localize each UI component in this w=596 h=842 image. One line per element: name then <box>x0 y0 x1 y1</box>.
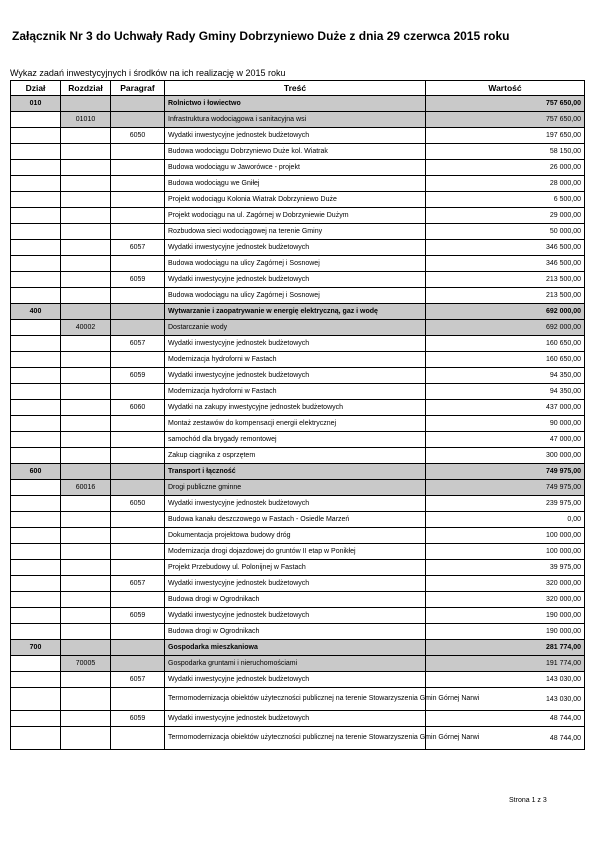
cell-dzial <box>11 432 61 448</box>
cell-paragraf <box>111 512 165 528</box>
cell-dzial <box>11 128 61 144</box>
cell-dzial <box>11 560 61 576</box>
cell-paragraf <box>111 288 165 304</box>
cell-dzial <box>11 288 61 304</box>
cell-rozdzial <box>61 128 111 144</box>
cell-paragraf: 6059 <box>111 272 165 288</box>
cell-rozdzial: 01010 <box>61 112 111 128</box>
cell-paragraf <box>111 592 165 608</box>
table-row-rozdzial <box>11 112 585 128</box>
cell-tresc: Wydatki inwestycyjne jednostek budżetowych <box>165 608 426 624</box>
cell-tresc: Dokumentacja projektowa budowy dróg <box>165 528 426 544</box>
cell-wartosc: 100 000,00 <box>426 528 585 544</box>
cell-paragraf <box>111 256 165 272</box>
cell-paragraf: 6057 <box>111 576 165 592</box>
cell-rozdzial <box>61 352 111 368</box>
cell-rozdzial: 40002 <box>61 320 111 336</box>
cell-tresc: Zakup ciągnika z osprzętem <box>165 448 426 464</box>
cell-wartosc: 190 000,00 <box>426 624 585 640</box>
cell-rozdzial <box>61 240 111 256</box>
cell-wartosc: 90 000,00 <box>426 416 585 432</box>
cell-rozdzial <box>61 160 111 176</box>
cell-tresc: Budowa kanału deszczowego w Fastach - Osiedle Marzeń <box>165 512 426 528</box>
cell-dzial <box>11 727 61 750</box>
cell-paragraf <box>111 304 165 320</box>
cell-wartosc: 160 650,00 <box>426 352 585 368</box>
cell-paragraf <box>111 656 165 672</box>
table-row-rozdzial <box>11 320 585 336</box>
table-row-rozdzial <box>11 656 585 672</box>
cell-dzial <box>11 544 61 560</box>
cell-tresc: Modernizacja drogi dojazdowej do gruntów II etap w Ponikłej <box>165 544 426 560</box>
cell-tresc: Projekt Przebudowy ul. Polonijnej w Fastach <box>165 560 426 576</box>
cell-wartosc: 39 975,00 <box>426 560 585 576</box>
cell-dzial <box>11 528 61 544</box>
cell-rozdzial <box>61 544 111 560</box>
cell-tresc: Wydatki inwestycyjne jednostek budżetowych <box>165 672 426 688</box>
cell-dzial <box>11 400 61 416</box>
table-row-zadanie <box>11 192 585 208</box>
cell-wartosc: 692 000,00 <box>426 304 585 320</box>
cell-tresc: Wydatki na zakupy inwestycyjne jednostek budżetowych <box>165 400 426 416</box>
cell-tresc: Wydatki inwestycyjne jednostek budżetowych <box>165 576 426 592</box>
cell-rozdzial <box>61 336 111 352</box>
cell-tresc: Wydatki inwestycyjne jednostek budżetowych <box>165 272 426 288</box>
table-row-zadanie <box>11 256 585 272</box>
cell-rozdzial <box>61 560 111 576</box>
cell-wartosc: 197 650,00 <box>426 128 585 144</box>
cell-tresc: Dostarczanie wody <box>165 320 426 336</box>
cell-wartosc: 692 000,00 <box>426 320 585 336</box>
cell-rozdzial <box>61 448 111 464</box>
table-row-paragraf <box>11 272 585 288</box>
cell-paragraf: 6059 <box>111 608 165 624</box>
cell-tresc: Gospodarka mieszkaniowa <box>165 640 426 656</box>
cell-wartosc: 300 000,00 <box>426 448 585 464</box>
cell-tresc: Wydatki inwestycyjne jednostek budżetowych <box>165 336 426 352</box>
cell-paragraf <box>111 320 165 336</box>
cell-dzial <box>11 176 61 192</box>
cell-paragraf <box>111 144 165 160</box>
cell-rozdzial <box>61 608 111 624</box>
cell-wartosc: 48 744,00 <box>426 727 585 750</box>
cell-wartosc: 757 650,00 <box>426 96 585 112</box>
cell-dzial <box>11 208 61 224</box>
cell-dzial <box>11 256 61 272</box>
cell-rozdzial <box>61 144 111 160</box>
cell-paragraf <box>111 160 165 176</box>
table-row-paragraf <box>11 336 585 352</box>
header-dzial: Dział <box>11 81 61 96</box>
table-row-paragraf <box>11 400 585 416</box>
cell-dzial <box>11 336 61 352</box>
cell-dzial: 400 <box>11 304 61 320</box>
cell-paragraf <box>111 112 165 128</box>
cell-paragraf: 6057 <box>111 240 165 256</box>
cell-tresc: Wytwarzanie i zaopatrywanie w energię elektryczną, gaz i wodę <box>165 304 426 320</box>
cell-tresc: Gospodarka gruntami i nieruchomościami <box>165 656 426 672</box>
cell-dzial <box>11 448 61 464</box>
cell-paragraf <box>111 208 165 224</box>
table-row-rozdzial <box>11 480 585 496</box>
cell-rozdzial: 60016 <box>61 480 111 496</box>
cell-rozdzial <box>61 272 111 288</box>
table-row-zadanie2 <box>11 727 585 750</box>
cell-wartosc: 0,00 <box>426 512 585 528</box>
cell-paragraf: 6050 <box>111 496 165 512</box>
cell-rozdzial <box>61 384 111 400</box>
cell-tresc: Transport i łączność <box>165 464 426 480</box>
cell-tresc: Wydatki inwestycyjne jednostek budżetowych <box>165 711 426 727</box>
cell-dzial <box>11 160 61 176</box>
table-row-zadanie <box>11 544 585 560</box>
cell-paragraf: 6057 <box>111 672 165 688</box>
cell-paragraf <box>111 176 165 192</box>
cell-wartosc: 320 000,00 <box>426 592 585 608</box>
cell-wartosc: 6 500,00 <box>426 192 585 208</box>
cell-dzial <box>11 112 61 128</box>
cell-paragraf <box>111 727 165 750</box>
table-row-dzial <box>11 304 585 320</box>
cell-rozdzial <box>61 688 111 711</box>
cell-paragraf <box>111 432 165 448</box>
cell-wartosc: 48 744,00 <box>426 711 585 727</box>
cell-wartosc: 320 000,00 <box>426 576 585 592</box>
cell-rozdzial <box>61 672 111 688</box>
cell-rozdzial <box>61 96 111 112</box>
table-row-zadanie2 <box>11 688 585 711</box>
header-wartosc: Wartość <box>426 81 585 96</box>
table-row-zadanie <box>11 512 585 528</box>
cell-wartosc: 160 650,00 <box>426 336 585 352</box>
table-row-dzial <box>11 96 585 112</box>
cell-wartosc: 190 000,00 <box>426 608 585 624</box>
cell-wartosc: 50 000,00 <box>426 224 585 240</box>
cell-wartosc: 47 000,00 <box>426 432 585 448</box>
table-row-zadanie <box>11 528 585 544</box>
cell-rozdzial <box>61 576 111 592</box>
cell-tresc: Rolnictwo i łowiectwo <box>165 96 426 112</box>
cell-rozdzial <box>61 224 111 240</box>
cell-wartosc: 346 500,00 <box>426 240 585 256</box>
cell-paragraf <box>111 480 165 496</box>
cell-rozdzial <box>61 711 111 727</box>
cell-paragraf: 6059 <box>111 368 165 384</box>
cell-rozdzial <box>61 464 111 480</box>
cell-dzial <box>11 688 61 711</box>
cell-paragraf <box>111 544 165 560</box>
cell-paragraf <box>111 640 165 656</box>
cell-wartosc: 94 350,00 <box>426 384 585 400</box>
table-row-paragraf <box>11 711 585 727</box>
cell-paragraf <box>111 352 165 368</box>
cell-paragraf <box>111 384 165 400</box>
cell-wartosc: 213 500,00 <box>426 272 585 288</box>
cell-wartosc: 749 975,00 <box>426 464 585 480</box>
cell-wartosc: 749 975,00 <box>426 480 585 496</box>
table-row-paragraf <box>11 128 585 144</box>
cell-tresc: Budowa drogi w Ogrodnikach <box>165 624 426 640</box>
cell-rozdzial <box>61 496 111 512</box>
table-row-zadanie <box>11 384 585 400</box>
cell-dzial: 700 <box>11 640 61 656</box>
cell-wartosc: 191 774,00 <box>426 656 585 672</box>
cell-tresc: Termomodernizacja obiektów użyteczności publicznej na terenie Stowarzyszenia Gmin Górnej Narwi <box>165 688 426 711</box>
cell-wartosc: 239 975,00 <box>426 496 585 512</box>
cell-tresc: Budowa wodociągu w Jaworówce - projekt <box>165 160 426 176</box>
table-row-dzial <box>11 640 585 656</box>
cell-rozdzial <box>61 176 111 192</box>
table-row-paragraf <box>11 240 585 256</box>
table-row-zadanie <box>11 288 585 304</box>
cell-rozdzial <box>61 592 111 608</box>
cell-rozdzial <box>61 528 111 544</box>
cell-dzial <box>11 576 61 592</box>
cell-tresc: Modernizacja hydroforni w Fastach <box>165 352 426 368</box>
cell-dzial <box>11 192 61 208</box>
cell-dzial <box>11 352 61 368</box>
cell-tresc: Termomodernizacja obiektów użyteczności publicznej na terenie Stowarzyszenia Gmin Górnej Narwi <box>165 727 426 750</box>
cell-tresc: Wydatki inwestycyjne jednostek budżetowych <box>165 128 426 144</box>
cell-tresc: Budowa wodociągu na ulicy Zagórnej i Sosnowej <box>165 256 426 272</box>
cell-rozdzial <box>61 400 111 416</box>
page-number: Strona 1 z 3 <box>509 797 547 804</box>
cell-wartosc: 437 000,00 <box>426 400 585 416</box>
cell-paragraf <box>111 688 165 711</box>
cell-rozdzial <box>61 256 111 272</box>
table-row-zadanie <box>11 416 585 432</box>
cell-wartosc: 94 350,00 <box>426 368 585 384</box>
cell-rozdzial <box>61 208 111 224</box>
cell-rozdzial <box>61 727 111 750</box>
cell-rozdzial <box>61 432 111 448</box>
cell-rozdzial <box>61 304 111 320</box>
cell-wartosc: 281 774,00 <box>426 640 585 656</box>
table-row-zadanie <box>11 176 585 192</box>
header-tresc: Treść <box>165 81 426 96</box>
cell-tresc: Budowa wodociągu we Gniłej <box>165 176 426 192</box>
cell-paragraf <box>111 560 165 576</box>
cell-paragraf <box>111 192 165 208</box>
table-row-paragraf <box>11 576 585 592</box>
table-row-zadanie <box>11 144 585 160</box>
cell-wartosc: 346 500,00 <box>426 256 585 272</box>
table-row-paragraf <box>11 608 585 624</box>
cell-dzial <box>11 416 61 432</box>
cell-dzial <box>11 512 61 528</box>
cell-wartosc: 213 500,00 <box>426 288 585 304</box>
cell-rozdzial <box>61 640 111 656</box>
header-paragraf: Paragraf <box>111 81 165 96</box>
cell-tresc: Budowa drogi w Ogrodnikach <box>165 592 426 608</box>
table-row-paragraf <box>11 496 585 512</box>
cell-paragraf <box>111 464 165 480</box>
cell-dzial <box>11 320 61 336</box>
cell-wartosc: 757 650,00 <box>426 112 585 128</box>
document-title: Załącznik Nr 3 do Uchwały Rady Gminy Dobrzyniewo Duże z dnia 29 czerwca 2015 roku <box>12 29 510 43</box>
cell-wartosc: 100 000,00 <box>426 544 585 560</box>
cell-rozdzial: 70005 <box>61 656 111 672</box>
cell-tresc: Wydatki inwestycyjne jednostek budżetowych <box>165 240 426 256</box>
table-row-zadanie <box>11 160 585 176</box>
cell-dzial <box>11 711 61 727</box>
cell-tresc: samochód dla brygady remontowej <box>165 432 426 448</box>
cell-dzial <box>11 608 61 624</box>
table-header-row <box>11 81 585 96</box>
cell-rozdzial <box>61 512 111 528</box>
cell-dzial <box>11 480 61 496</box>
cell-rozdzial <box>61 288 111 304</box>
cell-paragraf <box>111 416 165 432</box>
cell-tresc: Wydatki inwestycyjne jednostek budżetowych <box>165 368 426 384</box>
table-row-paragraf <box>11 672 585 688</box>
cell-dzial <box>11 272 61 288</box>
cell-dzial <box>11 656 61 672</box>
cell-paragraf: 6060 <box>111 400 165 416</box>
cell-paragraf: 6059 <box>111 711 165 727</box>
table-row-paragraf <box>11 368 585 384</box>
cell-dzial <box>11 384 61 400</box>
cell-dzial <box>11 224 61 240</box>
cell-rozdzial <box>61 624 111 640</box>
cell-dzial <box>11 672 61 688</box>
table-row-zadanie <box>11 208 585 224</box>
table-row-zadanie <box>11 624 585 640</box>
table-row-zadanie <box>11 352 585 368</box>
cell-rozdzial <box>61 192 111 208</box>
cell-wartosc: 143 030,00 <box>426 688 585 711</box>
cell-dzial <box>11 624 61 640</box>
cell-paragraf <box>111 96 165 112</box>
table-row-zadanie <box>11 592 585 608</box>
cell-paragraf <box>111 624 165 640</box>
cell-dzial <box>11 592 61 608</box>
cell-rozdzial <box>61 416 111 432</box>
cell-wartosc: 28 000,00 <box>426 176 585 192</box>
header-rozdzial: Rozdział <box>61 81 111 96</box>
table-caption: Wykaz zadań inwestycyjnych i środków na ich realizację w 2015 roku <box>10 68 286 78</box>
table-row-zadanie <box>11 448 585 464</box>
cell-wartosc: 29 000,00 <box>426 208 585 224</box>
investment-table <box>10 80 585 750</box>
cell-tresc: Projekt wodociągu na ul. Zagórnej w Dobrzyniewie Dużym <box>165 208 426 224</box>
cell-tresc: Modernizacja hydroforni w Fastach <box>165 384 426 400</box>
cell-wartosc: 58 150,00 <box>426 144 585 160</box>
cell-wartosc: 26 000,00 <box>426 160 585 176</box>
cell-dzial <box>11 144 61 160</box>
cell-tresc: Budowa wodociągu na ulicy Zagórnej i Sosnowej <box>165 288 426 304</box>
cell-tresc: Montaż zestawów do kompensacji energii elektrycznej <box>165 416 426 432</box>
cell-paragraf: 6057 <box>111 336 165 352</box>
cell-tresc: Rozbudowa sieci wodociągowej na terenie Gminy <box>165 224 426 240</box>
table-row-dzial <box>11 464 585 480</box>
cell-dzial <box>11 240 61 256</box>
table-row-zadanie <box>11 432 585 448</box>
cell-tresc: Projekt wodociągu Kolonia Wiatrak Dobrzyniewo Duże <box>165 192 426 208</box>
cell-paragraf <box>111 448 165 464</box>
cell-dzial: 600 <box>11 464 61 480</box>
cell-wartosc: 143 030,00 <box>426 672 585 688</box>
cell-dzial: 010 <box>11 96 61 112</box>
table-row-zadanie <box>11 224 585 240</box>
cell-dzial <box>11 368 61 384</box>
cell-dzial <box>11 496 61 512</box>
cell-tresc: Drogi publiczne gminne <box>165 480 426 496</box>
cell-tresc: Infrastruktura wodociągowa i sanitacyjna wsi <box>165 112 426 128</box>
cell-tresc: Budowa wodociągu Dobrzyniewo Duże kol. Wiatrak <box>165 144 426 160</box>
cell-rozdzial <box>61 368 111 384</box>
cell-paragraf: 6050 <box>111 128 165 144</box>
table-row-zadanie <box>11 560 585 576</box>
cell-paragraf <box>111 528 165 544</box>
cell-tresc: Wydatki inwestycyjne jednostek budżetowych <box>165 496 426 512</box>
cell-paragraf <box>111 224 165 240</box>
